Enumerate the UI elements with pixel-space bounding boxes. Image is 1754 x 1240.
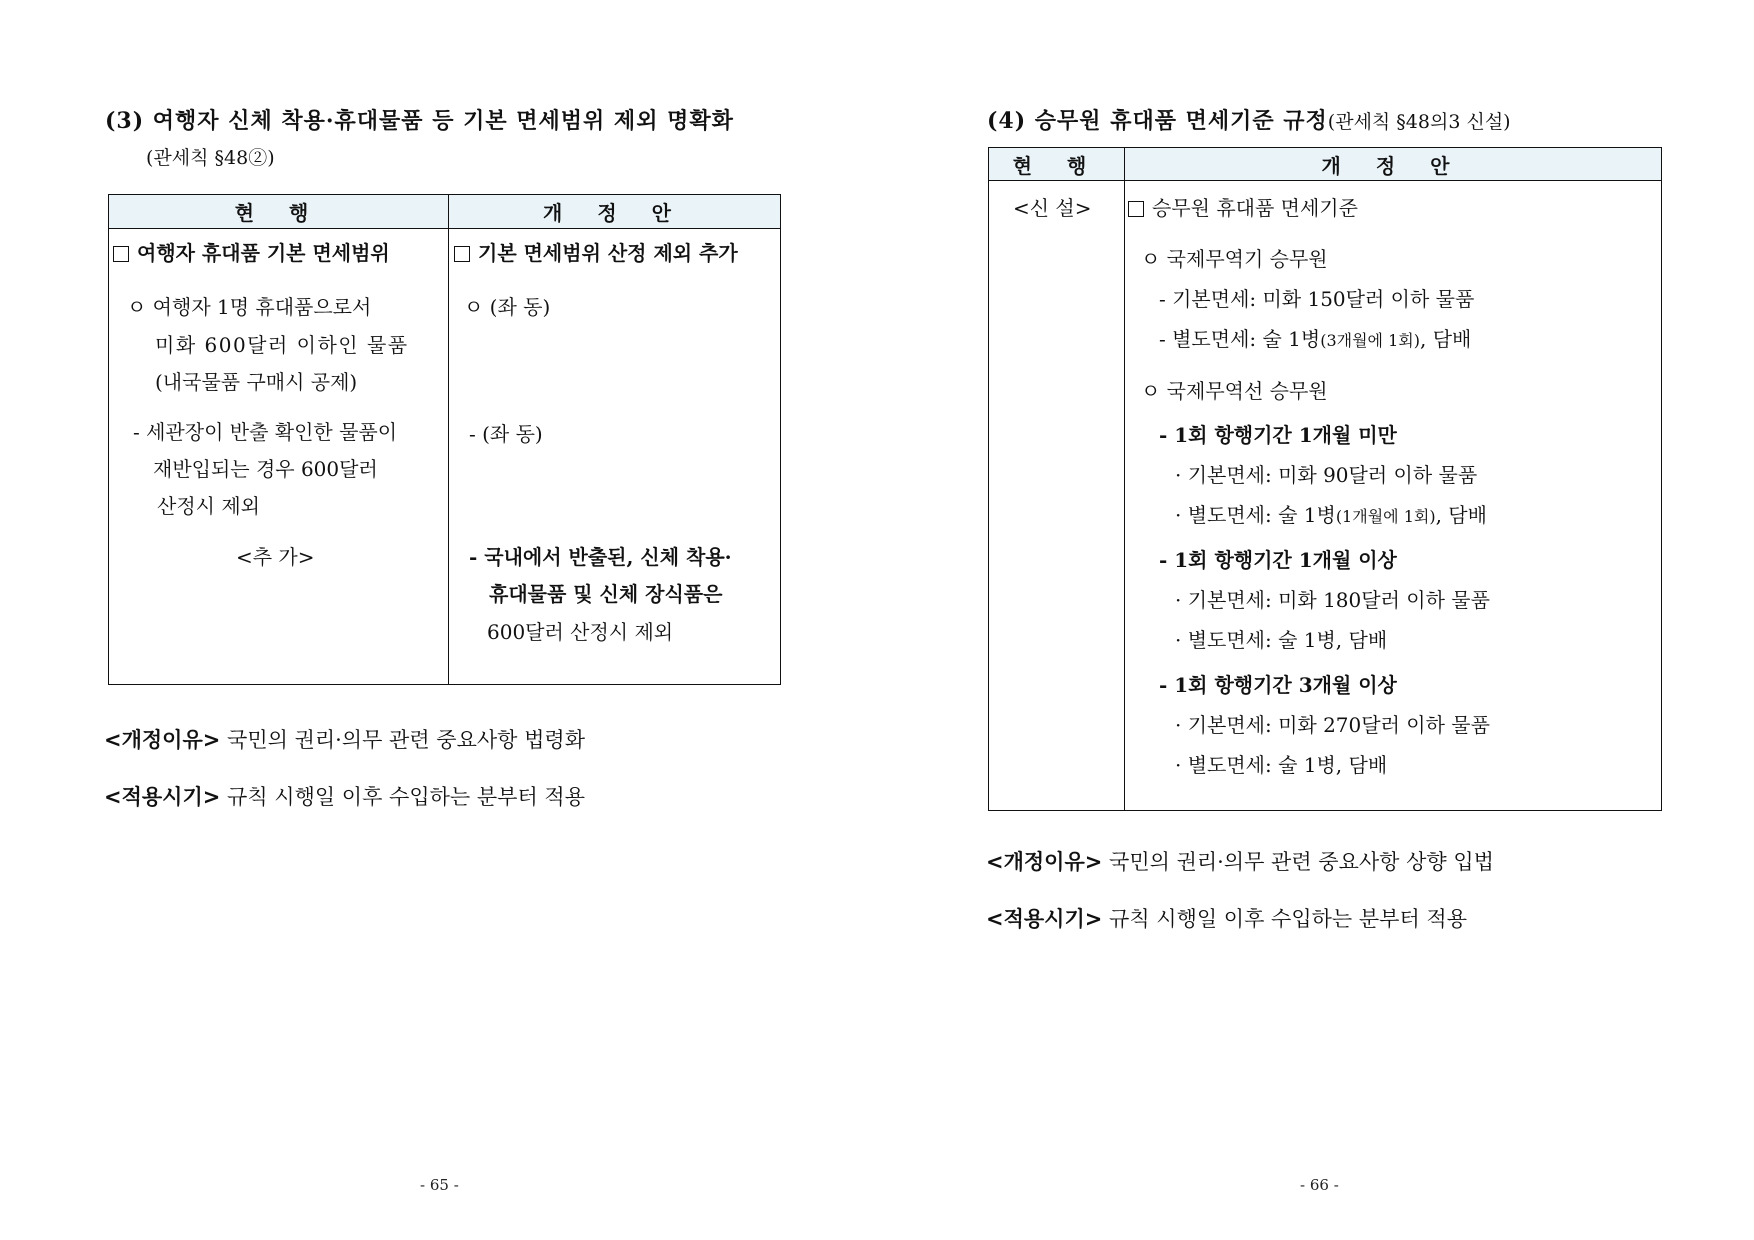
ship-crew-heading: ㅇ 국제무역선 승무원	[1141, 379, 1328, 403]
left-comparison-table	[108, 194, 781, 685]
table-header	[989, 148, 1661, 181]
header-proposed: 개 정 안	[543, 201, 685, 225]
aircraft-crew-heading: ㅇ 국제무역기 승무원	[1141, 247, 1328, 271]
header-proposed: 개 정 안	[1321, 153, 1464, 178]
g1-extra: · 별도면세: 술 1병(1개월에 1회), 담배	[1175, 503, 1487, 527]
current-item1-line1: ㅇ 여행자 1명 휴대품으로서	[127, 295, 372, 319]
current-new-label: <신 설>	[1013, 196, 1092, 220]
right-section-heading: (4) 승무원 휴대품 면세기준 규정(관세칙 §48의3 신설)	[987, 108, 1511, 134]
proposed-item1: ㅇ (좌 동)	[464, 295, 551, 319]
proposed-title: 승무원 휴대품 면세기준	[1128, 192, 1358, 221]
table-header	[109, 195, 780, 229]
right-comparison-table	[988, 147, 1662, 811]
current-add-label: <추 가>	[236, 545, 315, 569]
checkbox-icon	[1128, 201, 1144, 217]
left-section-heading: (3) 여행자 신체 착용·휴대물품 등 기본 면세범위 제외 명확화	[105, 108, 734, 134]
column-divider	[448, 195, 449, 684]
page-number-66: - 66 -	[1300, 1176, 1339, 1194]
g2-extra: · 별도면세: 술 1병, 담배	[1175, 628, 1388, 652]
aircraft-basic: - 기본면세: 미화 150달러 이하 물품	[1159, 287, 1475, 311]
current-item2-line2: 재반입되는 경우 600달러	[153, 457, 378, 481]
current-item1-line2: 미화 600달러 이하인 물품	[155, 333, 409, 357]
current-item2-line1: - 세관장이 반출 확인한 물품이	[133, 420, 398, 444]
left-apply: <적용시기> 규칙 시행일 이후 수입하는 분부터 적용	[104, 785, 585, 809]
current-item2-line3: 산정시 제외	[157, 494, 260, 518]
right-apply: <적용시기> 규칙 시행일 이후 수입하는 분부터 적용	[986, 907, 1467, 931]
g1-basic: · 기본면세: 미화 90달러 이하 물품	[1175, 463, 1478, 487]
page-number-65: - 65 -	[420, 1176, 459, 1194]
checkbox-icon	[113, 246, 129, 262]
column-divider	[1124, 148, 1125, 810]
voyage-3month-plus: - 1회 항행기간 3개월 이상	[1159, 673, 1397, 697]
checkbox-icon	[454, 246, 470, 262]
left-section-ref: (관세칙 §48②)	[146, 147, 275, 169]
current-title: 여행자 휴대품 기본 면세범위	[113, 237, 390, 266]
right-reason: <개정이유> 국민의 권리·의무 관련 중요사항 상향 입법	[986, 850, 1494, 874]
proposed-title: 기본 면세범위 산정 제외 추가	[454, 237, 738, 266]
left-reason: <개정이유> 국민의 권리·의무 관련 중요사항 법령화	[104, 728, 585, 752]
aircraft-extra: - 별도면세: 술 1병(3개월에 1회), 담배	[1159, 327, 1472, 351]
voyage-1month-plus: - 1회 항행기간 1개월 이상	[1159, 548, 1397, 572]
g3-extra: · 별도면세: 술 1병, 담배	[1175, 753, 1388, 777]
proposed-new-line1: - 국내에서 반출된, 신체 착용·	[469, 545, 732, 569]
proposed-item2: - (좌 동)	[469, 422, 543, 446]
proposed-new-line2: 휴대물품 및 신체 장식품은	[489, 582, 723, 606]
proposed-new-line3: 600달러 산정시 제외	[487, 620, 674, 644]
g2-basic: · 기본면세: 미화 180달러 이하 물품	[1175, 588, 1490, 612]
header-current: 현 행	[1012, 153, 1101, 178]
voyage-under-1month: - 1회 항행기간 1개월 미만	[1159, 423, 1397, 447]
g3-basic: · 기본면세: 미화 270달러 이하 물품	[1175, 713, 1490, 737]
header-current: 현 행	[234, 201, 323, 225]
current-item1-line3: (내국물품 구매시 공제)	[155, 370, 358, 394]
